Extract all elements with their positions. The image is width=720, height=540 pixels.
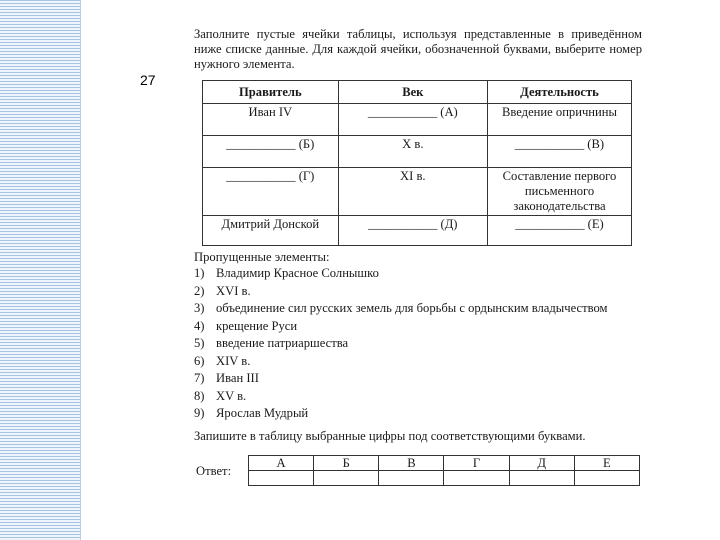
table-cell: Составление первого письменного законодательства [487, 168, 631, 216]
answer-letter: А [249, 456, 314, 471]
table-cell-blank-b[interactable]: ___________ (Б) [203, 136, 339, 168]
slide-number: 27 [140, 72, 156, 88]
table-cell-blank-d[interactable]: ___________ (Д) [338, 216, 487, 246]
header-ruler: Правитель [203, 81, 339, 104]
answer-letter: Д [509, 456, 574, 471]
header-century: Век [338, 81, 487, 104]
table-cell-blank-g[interactable]: ___________ (Г) [203, 168, 339, 216]
missing-elements-list [194, 265, 607, 423]
answer-instruction: Запишите в таблицу выбранные цифры под соответствующими буквами. [194, 429, 586, 443]
table-cell: X в. [338, 136, 487, 168]
list-item: 8) XV в. [194, 388, 247, 403]
table-cell: XI в. [338, 168, 487, 216]
answer-letter: Г [444, 456, 509, 471]
answer-input-row [249, 471, 640, 486]
table-row [203, 168, 632, 216]
decorative-side-stripes [0, 0, 80, 540]
answer-letter: Е [574, 456, 639, 471]
table-cell: Дмитрий Донской [203, 216, 339, 246]
header-activity: Деятельность [487, 81, 631, 104]
answer-letter: Б [314, 456, 379, 471]
answer-label: Ответ: [196, 464, 232, 478]
table-cell: Введение опричнины [487, 104, 631, 136]
list-item: 6) XIV в. [194, 353, 251, 368]
answer-cell-e[interactable] [574, 471, 639, 486]
table-row [203, 104, 632, 136]
list-item: 1) Владимир Красное Солнышко [194, 266, 379, 280]
list-item: 7) Иван III [194, 371, 259, 385]
missing-elements-title: Пропущенные элементы: [194, 250, 330, 264]
answer-cell-b[interactable] [314, 471, 379, 486]
list-item: 3) объединение сил русских земель для борьбы с ордынским владычеством [194, 301, 608, 315]
table-row [203, 216, 632, 246]
table-cell: Иван IV [203, 104, 339, 136]
table-cell-blank-v[interactable]: ___________ (В) [487, 136, 631, 168]
answer-cell-d[interactable] [509, 471, 574, 486]
list-item: 4) крещение Руси [194, 318, 298, 333]
answer-letters-row [249, 456, 640, 471]
list-item: 2) XVI в. [194, 283, 251, 298]
history-table [202, 80, 632, 246]
answer-cell-v[interactable] [379, 471, 444, 486]
answer-table [248, 455, 640, 486]
table-row [203, 136, 632, 168]
answer-cell-a[interactable] [249, 471, 314, 486]
table-header-row [203, 81, 632, 104]
table-cell-blank-a[interactable]: ___________ (А) [338, 104, 487, 136]
answer-cell-g[interactable] [444, 471, 509, 486]
answer-letter: В [379, 456, 444, 471]
side-divider [80, 0, 83, 540]
list-item: 9) Ярослав Мудрый [194, 406, 309, 420]
table-cell-blank-e[interactable]: ___________ (Е) [487, 216, 631, 246]
list-item: 5) введение патриаршества [194, 336, 349, 350]
task-text: Заполните пустые ячейки таблицы, используя представленные в приведённом ниже списке данные. Для каждой ячейки, обозначенной буквами, выберите номер нужного элемента. [194, 27, 642, 71]
